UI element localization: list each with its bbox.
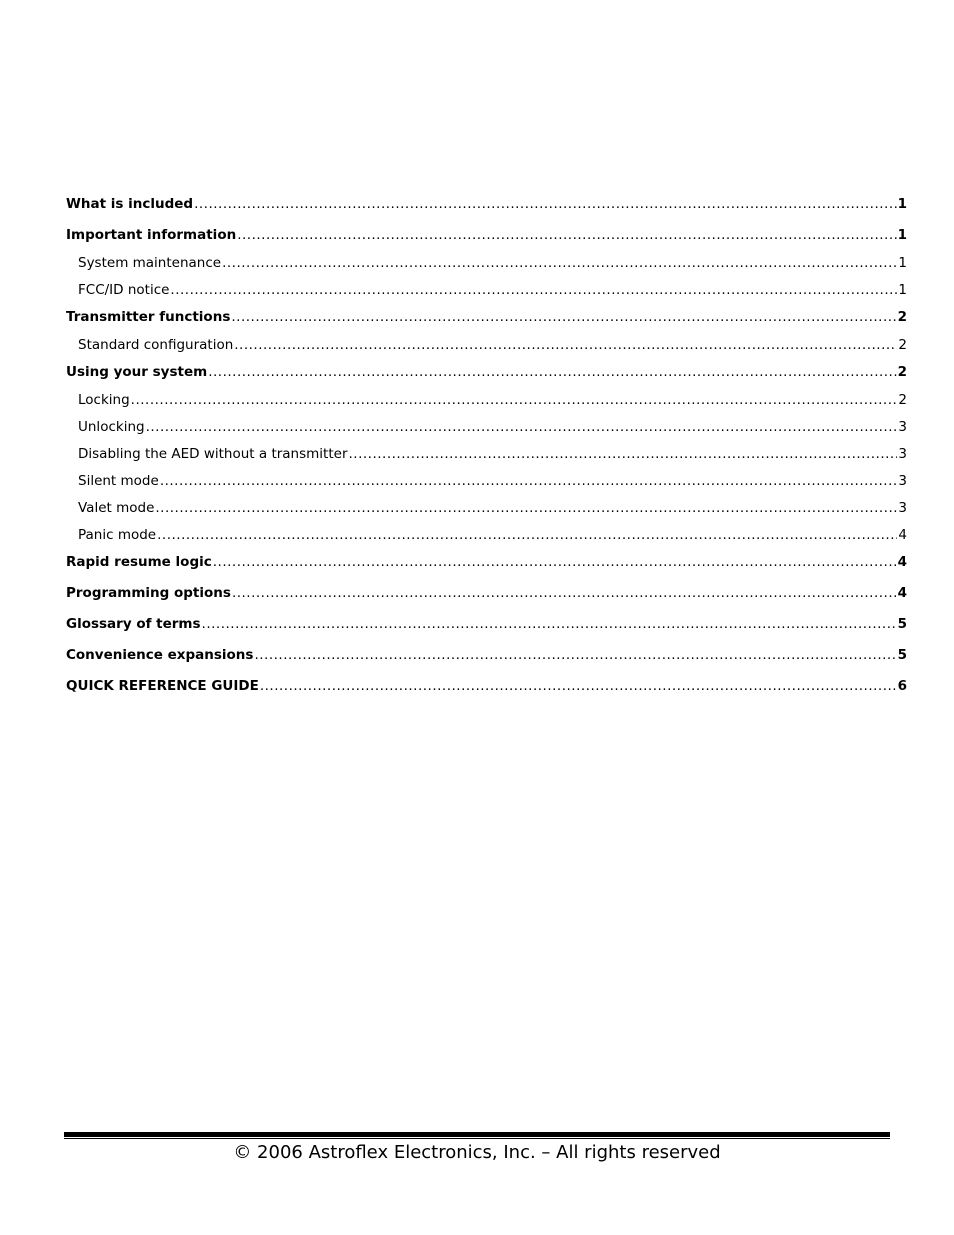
toc-leader-dots bbox=[349, 446, 898, 462]
toc-leader-dots bbox=[260, 678, 897, 694]
toc-entry-title: Convenience expansions bbox=[66, 647, 254, 663]
toc-leader-dots bbox=[157, 527, 897, 543]
toc-entry[interactable] bbox=[66, 554, 907, 585]
toc-leader-dots bbox=[146, 419, 898, 435]
toc-leader-dots bbox=[160, 473, 898, 489]
toc-entry-page: 2 bbox=[898, 392, 907, 408]
toc-subentry[interactable] bbox=[66, 500, 907, 527]
toc-entry-page: 6 bbox=[897, 678, 907, 694]
toc-entry-title: Silent mode bbox=[78, 473, 159, 489]
toc-subentry[interactable] bbox=[66, 255, 907, 282]
toc-entry[interactable] bbox=[66, 616, 907, 647]
toc-leader-dots bbox=[208, 364, 896, 380]
toc-leader-dots bbox=[131, 392, 898, 408]
toc-entry-title: Using your system bbox=[66, 364, 208, 380]
toc-entry-page: 1 bbox=[897, 227, 907, 243]
toc-entry-page: 4 bbox=[897, 554, 907, 570]
toc-entry[interactable] bbox=[66, 309, 907, 340]
toc-leader-dots bbox=[213, 554, 897, 570]
toc-entry-page: 3 bbox=[898, 500, 907, 516]
toc-entry-page: 1 bbox=[898, 255, 907, 271]
toc-leader-dots bbox=[237, 227, 896, 243]
toc-entry-title: What is included bbox=[66, 196, 194, 212]
footer-divider-thin bbox=[64, 1138, 890, 1139]
toc-entry-title: Programming options bbox=[66, 585, 231, 601]
toc-entry-page: 2 bbox=[898, 337, 907, 353]
toc-entry-page: 3 bbox=[898, 446, 907, 462]
toc-entry-page: 1 bbox=[898, 282, 907, 298]
toc-leader-dots bbox=[155, 500, 897, 516]
toc-entry-page: 3 bbox=[898, 473, 907, 489]
table-of-contents bbox=[66, 196, 907, 709]
toc-leader-dots bbox=[194, 196, 897, 212]
toc-entry-title: Standard configuration bbox=[78, 337, 234, 353]
toc-entry-title: Glossary of terms bbox=[66, 616, 201, 632]
toc-entry-title: Disabling the AED without a transmitter bbox=[78, 446, 348, 462]
toc-subentry[interactable] bbox=[66, 392, 907, 419]
toc-entry-title: Locking bbox=[78, 392, 130, 408]
toc-subentry[interactable] bbox=[66, 527, 907, 554]
toc-entry-title: QUICK REFERENCE GUIDE bbox=[66, 678, 259, 694]
toc-subentry[interactable] bbox=[66, 473, 907, 500]
toc-entry-page: 4 bbox=[897, 585, 907, 601]
toc-entry-page: 2 bbox=[897, 309, 907, 325]
toc-entry-title: Valet mode bbox=[78, 500, 155, 516]
toc-leader-dots bbox=[170, 282, 897, 298]
toc-entry-title: Panic mode bbox=[78, 527, 157, 543]
toc-entry[interactable] bbox=[66, 364, 907, 395]
toc-entry-page: 4 bbox=[898, 527, 907, 543]
toc-leader-dots bbox=[232, 585, 897, 601]
toc-entry[interactable] bbox=[66, 678, 907, 709]
toc-entry[interactable] bbox=[66, 196, 907, 227]
toc-entry[interactable] bbox=[66, 227, 907, 258]
toc-entry-title: Transmitter functions bbox=[66, 309, 231, 325]
toc-leader-dots bbox=[202, 616, 897, 632]
toc-entry-page: 2 bbox=[897, 364, 907, 380]
toc-entry-title: Unlocking bbox=[78, 419, 145, 435]
toc-leader-dots bbox=[231, 309, 896, 325]
toc-entry-page: 5 bbox=[897, 616, 907, 632]
toc-entry-page: 3 bbox=[898, 419, 907, 435]
toc-leader-dots bbox=[234, 337, 897, 353]
toc-entry-title: FCC/ID notice bbox=[78, 282, 170, 298]
footer-copyright: © 2006 Astroflex Electronics, Inc. – All rights reserved bbox=[233, 1142, 721, 1163]
toc-leader-dots bbox=[222, 255, 897, 271]
toc-subentry[interactable] bbox=[66, 337, 907, 364]
footer-divider bbox=[64, 1132, 890, 1137]
toc-leader-dots bbox=[254, 647, 896, 663]
toc-subentry[interactable] bbox=[66, 282, 907, 309]
toc-entry-title: Important information bbox=[66, 227, 237, 243]
toc-entry-page: 5 bbox=[897, 647, 907, 663]
toc-entry-page: 1 bbox=[897, 196, 907, 212]
toc-entry-title: Rapid resume logic bbox=[66, 554, 212, 570]
toc-subentry[interactable] bbox=[66, 419, 907, 446]
toc-entry[interactable] bbox=[66, 585, 907, 616]
toc-entry[interactable] bbox=[66, 647, 907, 678]
toc-subentry[interactable] bbox=[66, 446, 907, 473]
toc-entry-title: System maintenance bbox=[78, 255, 222, 271]
